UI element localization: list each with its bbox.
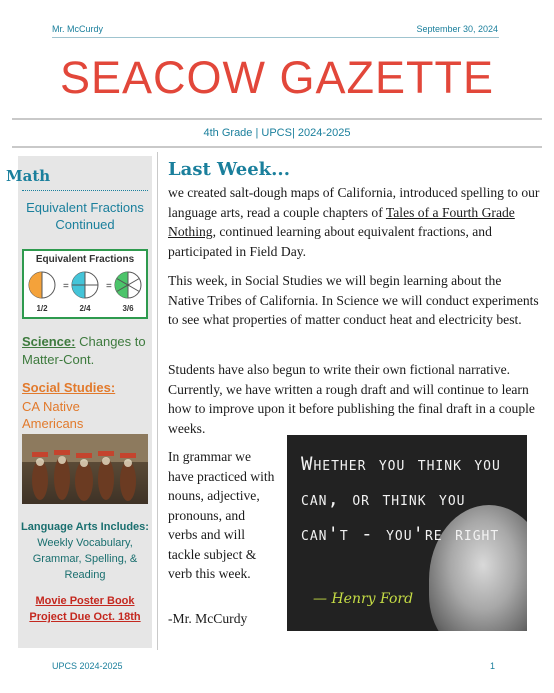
science-text: Changes to Matter-Cont. xyxy=(22,334,146,367)
fraction-label: 3/6 xyxy=(122,304,134,313)
social-studies-label: Social Studies: xyxy=(22,380,116,395)
signature: -Mr. McCurdy xyxy=(168,611,248,626)
language-arts-section xyxy=(18,519,152,583)
svg-text:=: = xyxy=(106,281,112,292)
equivalent-fractions-image xyxy=(22,249,148,319)
language-arts-label: Language Arts Includes: xyxy=(21,521,149,533)
narrative-paragraph: Students have also begun to write their own fictional narrative. Currently, we have written a rough draft and will continue to learn how to improve upon it before publishing the final draft in a couple weeks. xyxy=(168,362,535,436)
math-topic: Equivalent Fractions Continued xyxy=(26,200,144,232)
last-week-paragraph xyxy=(168,183,540,261)
p1-text: we created salt-dough maps of California, introduced spelling to our language arts, read a couple chapters of xyxy=(168,185,540,220)
movie-poster-deadline: Movie Poster Book Project Due Oct. 18th xyxy=(29,595,141,623)
newsletter-subtitle: 4th Grade | UPCS| 2024-2025 xyxy=(203,127,351,139)
p1-text-end: , continued learning about equivalent fractions, and participated in Field Day. xyxy=(168,224,492,259)
title-rule-bottom xyxy=(12,146,542,148)
last-week-heading: Last Week... xyxy=(168,159,290,180)
newsletter-title: SEACOW GAZETTE xyxy=(59,52,495,103)
header-date: September 30, 2024 xyxy=(416,24,498,34)
page-number: 1 xyxy=(490,661,496,671)
footer-left: UPCS 2024-2025 xyxy=(52,661,123,671)
native-americans-illustration xyxy=(22,434,148,504)
social-studies-text: CA Native Americans xyxy=(22,399,84,431)
grammar-paragraph: In grammar we have practiced with nouns, adjective, pronouns, and verbs and will tackle subject & verb this week. xyxy=(168,449,275,581)
this-week-paragraph: This week, in Social Studies we will begin learning about the Native Tribes of California. In Science we will conduct experiments to see what properties of matter conduct heat and electricity best. xyxy=(168,273,539,327)
book-title: Tales of a Fourth Grade Nothing xyxy=(168,204,515,239)
fraction-circles-graphic xyxy=(24,267,146,315)
science-label: Science: xyxy=(22,334,76,349)
header-author: Mr. McCurdy xyxy=(52,24,104,34)
title-rule-top xyxy=(12,118,542,120)
science-section xyxy=(22,333,152,369)
math-heading: Math xyxy=(6,167,51,185)
native-americans-photo xyxy=(22,434,148,504)
henry-ford-quote-image xyxy=(287,435,527,631)
equivalent-fractions-image-title: Equivalent Fractions xyxy=(35,254,135,265)
fraction-label: 2/4 xyxy=(79,304,91,313)
math-divider xyxy=(22,190,148,191)
language-arts-text: Weekly Vocabulary, Grammar, Spelling, & Reading xyxy=(32,537,138,581)
header-divider xyxy=(52,37,499,38)
quote-text: Whether you think you can, or think you can't - you're right xyxy=(301,453,501,545)
fraction-label: 1/2 xyxy=(36,304,48,313)
quote-author: — Henry Ford xyxy=(313,591,414,607)
column-divider xyxy=(157,152,158,650)
svg-text:=: = xyxy=(63,281,69,292)
